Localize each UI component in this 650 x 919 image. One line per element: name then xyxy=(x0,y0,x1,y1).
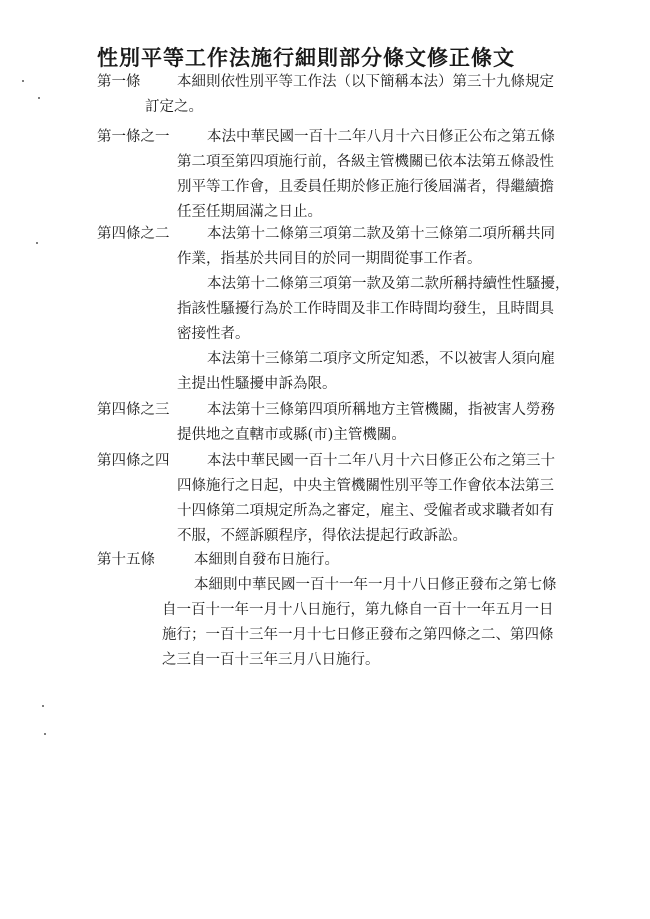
article-text-line: 十四條第二項規定所為之審定，雇主、受僱者或求職者如有 xyxy=(177,503,554,519)
article-text-line: 主提出性騷擾申訴為限。 xyxy=(177,376,337,392)
article-text-line: 提供地之直轄市或縣(市)主管機關。 xyxy=(177,427,406,443)
article-label: 第十五條 xyxy=(97,552,155,568)
article-text-line: 本細則自發布日施行。 xyxy=(194,552,339,568)
article-text-line: 本法第十二條第三項第一款及第二款所稱持續性性騷擾， xyxy=(207,276,570,292)
article-label: 第一條之一 xyxy=(97,129,170,145)
article-text-line: 不服，不經訴願程序，得依法提起行政訴訟。 xyxy=(177,528,467,544)
article-text-line: 本法中華民國一百十二年八月十六日修正公布之第三十 xyxy=(207,453,555,469)
article-label: 第四條之四 xyxy=(97,453,170,469)
article-text-line: 本法第十三條第四項所稱地方主管機關，指被害人勞務 xyxy=(207,402,555,418)
article-text-line: 本法第十三條第二項序文所定知悉，不以被害人須向雇 xyxy=(207,351,555,367)
scan-speck xyxy=(38,97,40,99)
article-label: 第四條之二 xyxy=(97,226,170,242)
article-text-line: 指該性騷擾行為於工作時間及非工作時間均發生，且時間具 xyxy=(177,301,554,317)
article-text-line: 第二項至第四項施行前，各級主管機關已依本法第五條設性 xyxy=(177,154,554,170)
article-text-line: 作業，指基於共同目的於同一期間從事工作者。 xyxy=(177,251,482,267)
article-text-line: 別平等工作會，且委員任期於修正施行後屆滿者，得繼續擔 xyxy=(177,179,554,195)
scan-speck xyxy=(44,733,46,735)
scan-speck xyxy=(42,705,44,707)
article-text-line: 四條施行之日起，中央主管機關性別平等工作會依本法第三 xyxy=(177,478,554,494)
scan-speck xyxy=(22,80,24,82)
article-text-line: 施行；一百十三年一月十七日修正發布之第四條之二、第四條 xyxy=(162,627,554,643)
article-text-line: 之三自一百十三年三月八日施行。 xyxy=(162,652,380,668)
article-text-line: 密接性者。 xyxy=(177,326,250,342)
article-text-line: 本法第十二條第三項第二款及第十三條第二項所稱共同 xyxy=(207,226,555,242)
article-text-line: 自一百十一年一月十八日施行，第九條自一百十一年五月一日 xyxy=(162,602,554,618)
article-text-line: 本法中華民國一百十二年八月十六日修正公布之第五條 xyxy=(207,129,555,145)
article-label: 第四條之三 xyxy=(97,402,170,418)
article-text-line: 本細則依性別平等工作法（以下簡稱本法）第三十九條規定 xyxy=(177,74,554,90)
article-label: 第一條 xyxy=(97,74,141,90)
scan-speck xyxy=(36,242,38,244)
article-text-line: 任至任期屆滿之日止。 xyxy=(177,204,322,220)
article-text-line: 本細則中華民國一百十一年一月十八日修正發布之第七條 xyxy=(194,577,557,593)
article-text-line: 訂定之。 xyxy=(145,99,203,115)
document-title: 性別平等工作法施行細則部分條文修正條文 xyxy=(97,45,515,70)
